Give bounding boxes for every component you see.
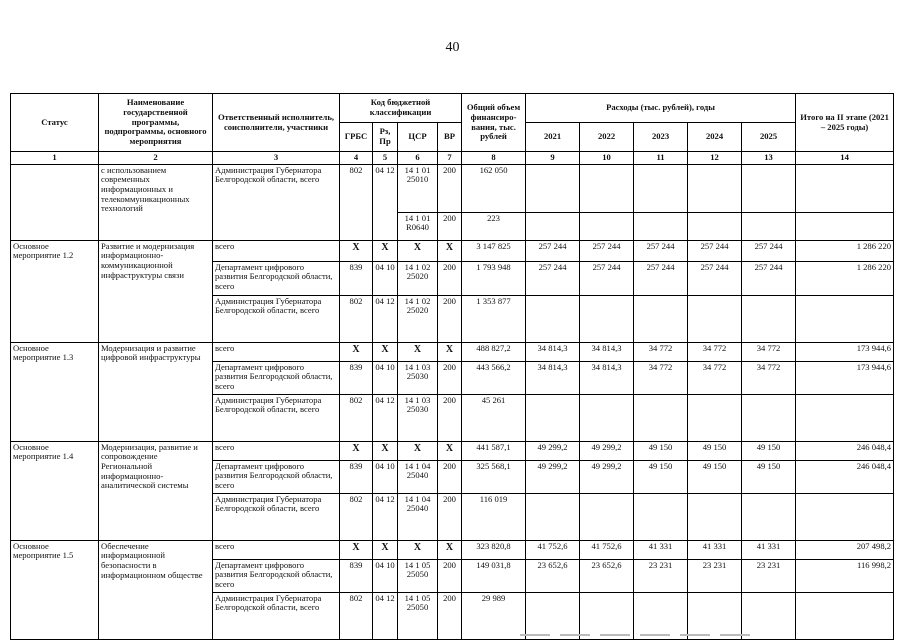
table-row	[11, 441, 894, 460]
header-year: 2024	[688, 123, 742, 152]
year-value-cell: 23 231	[742, 559, 796, 592]
year-value-cell: 41 331	[634, 540, 688, 559]
executor-cell: Департамент цифрового развития Белгородской области, всего	[213, 261, 340, 295]
vr-cell: 200	[438, 261, 462, 295]
year-value-cell	[742, 164, 796, 212]
grbs-cell: 802	[340, 295, 373, 342]
name-cell: Модернизация, развитие и сопровождение Региональной информационно-аналитической системы	[99, 441, 213, 540]
rzpr-cell: 04 10	[373, 361, 398, 394]
csr-cell: 14 1 03 25030	[398, 394, 438, 441]
grbs-cell: Х	[340, 240, 373, 261]
year-value-cell	[688, 493, 742, 540]
executor-cell: всего	[213, 540, 340, 559]
page-number: 40	[445, 40, 460, 55]
grbs-cell: Х	[340, 342, 373, 361]
year-value-cell	[580, 493, 634, 540]
year-value-cell: 257 244	[688, 261, 742, 295]
total-cell: 325 568,1	[462, 460, 526, 493]
col-index: 8	[462, 152, 526, 165]
total-cell: 45 261	[462, 394, 526, 441]
year-value-cell	[634, 592, 688, 639]
csr-cell: 14 1 01 R0640	[398, 212, 438, 240]
year-value-cell	[688, 212, 742, 240]
header-rzpr: Рз, Пр	[373, 123, 398, 152]
year-value-cell: 49 150	[634, 441, 688, 460]
year-value-cell	[742, 592, 796, 639]
status-cell: Основное мероприятие 1.5	[11, 540, 99, 639]
name-cell: Обеспечение информационной безопасности в информационном обществе	[99, 540, 213, 639]
vr-cell: Х	[438, 441, 462, 460]
rzpr-cell: 04 12	[373, 394, 398, 441]
executor-cell: всего	[213, 240, 340, 261]
col-index: 7	[438, 152, 462, 165]
header-year: 2021	[526, 123, 580, 152]
rzpr-cell: Х	[373, 441, 398, 460]
col-index: 11	[634, 152, 688, 165]
executor-cell: всего	[213, 342, 340, 361]
year-value-cell: 23 231	[688, 559, 742, 592]
year-value-cell	[742, 295, 796, 342]
year-value-cell: 257 244	[580, 261, 634, 295]
year-value-cell: 34 814,3	[526, 342, 580, 361]
rzpr-cell: 04 10	[373, 559, 398, 592]
stage-total-cell: 246 048,4	[796, 460, 894, 493]
vr-cell: 200	[438, 164, 462, 212]
vr-cell: 200	[438, 592, 462, 639]
col-index: 14	[796, 152, 894, 165]
csr-cell: 14 1 03 25030	[398, 361, 438, 394]
year-value-cell	[634, 212, 688, 240]
executor-cell: Администрация Губернатора Белгородской области, всего	[213, 493, 340, 540]
total-cell: 162 050	[462, 164, 526, 212]
total-cell: 488 827,2	[462, 342, 526, 361]
year-value-cell: 34 772	[742, 361, 796, 394]
stage-total-cell: 1 286 220	[796, 261, 894, 295]
executor-cell: всего	[213, 441, 340, 460]
header-total: Общий объем финансиро-вания, тыс. рублей	[462, 94, 526, 152]
year-value-cell	[526, 212, 580, 240]
rzpr-cell: Х	[373, 342, 398, 361]
col-index: 6	[398, 152, 438, 165]
table-row	[11, 540, 894, 559]
total-cell: 323 820,8	[462, 540, 526, 559]
status-cell	[11, 164, 99, 240]
year-value-cell: 49 150	[742, 460, 796, 493]
csr-cell: Х	[398, 540, 438, 559]
table-row	[11, 164, 894, 212]
year-value-cell	[742, 394, 796, 441]
grbs-cell: 839	[340, 460, 373, 493]
year-value-cell	[526, 592, 580, 639]
vr-cell: Х	[438, 342, 462, 361]
csr-cell: 14 1 04 25040	[398, 493, 438, 540]
column-index-row	[11, 152, 894, 165]
col-index: 9	[526, 152, 580, 165]
year-value-cell: 49 150	[742, 441, 796, 460]
csr-cell: Х	[398, 240, 438, 261]
name-cell: Модернизация и развитие цифровой инфраструктуры	[99, 342, 213, 441]
year-value-cell	[688, 164, 742, 212]
year-value-cell: 257 244	[688, 240, 742, 261]
header-name: Наименование государственной программы, подпрограммы, основного мероприятия	[99, 94, 213, 152]
header-year: 2022	[580, 123, 634, 152]
vr-cell: 200	[438, 394, 462, 441]
year-value-cell: 257 244	[634, 240, 688, 261]
col-index: 10	[580, 152, 634, 165]
col-index: 13	[742, 152, 796, 165]
col-index: 1	[11, 152, 99, 165]
rzpr-cell: 04 12	[373, 592, 398, 639]
rzpr-cell: Х	[373, 240, 398, 261]
year-value-cell: 257 244	[526, 261, 580, 295]
year-value-cell	[580, 164, 634, 212]
grbs-cell: 839	[340, 261, 373, 295]
rzpr-cell: 04 10	[373, 460, 398, 493]
stage-total-cell	[796, 394, 894, 441]
stage-total-cell: 116 998,2	[796, 559, 894, 592]
vr-cell: Х	[438, 540, 462, 559]
header-csr: ЦСР	[398, 123, 438, 152]
year-value-cell: 257 244	[580, 240, 634, 261]
stage-total-cell: 173 944,6	[796, 361, 894, 394]
vr-cell: 200	[438, 460, 462, 493]
col-index: 12	[688, 152, 742, 165]
stage-total-cell	[796, 295, 894, 342]
header-budget-code: Код бюджетной классификации	[340, 94, 462, 123]
rzpr-cell: 04 10	[373, 261, 398, 295]
header-stage-total: Итого на II этапе (2021 – 2025 годы)	[796, 94, 894, 152]
total-cell: 441 587,1	[462, 441, 526, 460]
year-value-cell: 34 772	[688, 361, 742, 394]
grbs-cell: Х	[340, 441, 373, 460]
grbs-cell: 839	[340, 361, 373, 394]
executor-cell: Администрация Губернатора Белгородской области, всего	[213, 164, 340, 240]
year-value-cell	[634, 394, 688, 441]
col-index: 2	[99, 152, 213, 165]
year-value-cell	[688, 394, 742, 441]
col-index: 3	[213, 152, 340, 165]
vr-cell: Х	[438, 240, 462, 261]
grbs-cell: 802	[340, 592, 373, 639]
col-index: 4	[340, 152, 373, 165]
year-value-cell	[742, 493, 796, 540]
total-cell: 29 989	[462, 592, 526, 639]
year-value-cell: 41 752,6	[580, 540, 634, 559]
year-value-cell	[526, 493, 580, 540]
header-expenses: Расходы (тыс. рублей), годы	[526, 94, 796, 123]
rzpr-cell: 04 12	[373, 164, 398, 240]
year-value-cell: 23 652,6	[580, 559, 634, 592]
year-value-cell	[526, 394, 580, 441]
csr-cell: 14 1 04 25040	[398, 460, 438, 493]
year-value-cell	[526, 295, 580, 342]
year-value-cell: 49 150	[688, 441, 742, 460]
table-row	[11, 240, 894, 261]
stage-total-cell: 1 286 220	[796, 240, 894, 261]
header-grbs: ГРБС	[340, 123, 373, 152]
executor-cell: Администрация Губернатора Белгородской области, всего	[213, 295, 340, 342]
scan-artifact-line	[520, 634, 760, 636]
year-value-cell	[688, 295, 742, 342]
year-value-cell	[688, 592, 742, 639]
budget-table	[10, 93, 894, 640]
year-value-cell: 34 772	[688, 342, 742, 361]
total-cell: 149 031,8	[462, 559, 526, 592]
vr-cell: 200	[438, 361, 462, 394]
grbs-cell: 802	[340, 493, 373, 540]
header-year: 2025	[742, 123, 796, 152]
year-value-cell	[580, 295, 634, 342]
year-value-cell	[580, 592, 634, 639]
grbs-cell: 802	[340, 164, 373, 240]
year-value-cell	[580, 212, 634, 240]
stage-total-cell	[796, 164, 894, 212]
vr-cell: 200	[438, 295, 462, 342]
rzpr-cell: 04 12	[373, 493, 398, 540]
stage-total-cell	[796, 212, 894, 240]
year-value-cell: 257 244	[634, 261, 688, 295]
grbs-cell: 839	[340, 559, 373, 592]
csr-cell: 14 1 02 25020	[398, 295, 438, 342]
table-row	[11, 342, 894, 361]
stage-total-cell: 207 498,2	[796, 540, 894, 559]
year-value-cell: 34 772	[634, 342, 688, 361]
year-value-cell	[634, 164, 688, 212]
rzpr-cell: Х	[373, 540, 398, 559]
year-value-cell: 41 331	[688, 540, 742, 559]
csr-cell: 14 1 05 25050	[398, 592, 438, 639]
rzpr-cell: 04 12	[373, 295, 398, 342]
year-value-cell: 34 814,3	[580, 361, 634, 394]
year-value-cell	[634, 295, 688, 342]
total-cell: 116 019	[462, 493, 526, 540]
year-value-cell: 34 772	[634, 361, 688, 394]
year-value-cell: 49 299,2	[580, 460, 634, 493]
total-cell: 3 147 825	[462, 240, 526, 261]
year-value-cell: 257 244	[742, 240, 796, 261]
col-index: 5	[373, 152, 398, 165]
csr-cell: 14 1 01 25010	[398, 164, 438, 212]
year-value-cell: 49 299,2	[580, 441, 634, 460]
year-value-cell: 34 814,3	[526, 361, 580, 394]
year-value-cell: 41 752,6	[526, 540, 580, 559]
name-cell: Развитие и модернизация информационно-коммуникационной инфраструктуры связи	[99, 240, 213, 342]
executor-cell: Департамент цифрового развития Белгородской области, всего	[213, 460, 340, 493]
year-value-cell: 49 150	[688, 460, 742, 493]
total-cell: 223	[462, 212, 526, 240]
executor-cell: Департамент цифрового развития Белгородской области, всего	[213, 361, 340, 394]
year-value-cell: 34 814,3	[580, 342, 634, 361]
stage-total-cell	[796, 493, 894, 540]
year-value-cell	[634, 493, 688, 540]
status-cell: Основное мероприятие 1.4	[11, 441, 99, 540]
grbs-cell: Х	[340, 540, 373, 559]
csr-cell: 14 1 02 25020	[398, 261, 438, 295]
year-value-cell	[526, 164, 580, 212]
vr-cell: 200	[438, 559, 462, 592]
year-value-cell: 23 231	[634, 559, 688, 592]
year-value-cell: 41 331	[742, 540, 796, 559]
executor-cell: Департамент цифрового развития Белгородской области, всего	[213, 559, 340, 592]
csr-cell: 14 1 05 25050	[398, 559, 438, 592]
year-value-cell	[580, 394, 634, 441]
stage-total-cell: 246 048,4	[796, 441, 894, 460]
stage-total-cell: 173 944,6	[796, 342, 894, 361]
status-cell: Основное мероприятие 1.2	[11, 240, 99, 342]
csr-cell: Х	[398, 342, 438, 361]
name-cell: с использованием современных информационных и телекоммуникационных технологий	[99, 164, 213, 240]
vr-cell: 200	[438, 212, 462, 240]
year-value-cell: 49 150	[634, 460, 688, 493]
header-status: Статус	[11, 94, 99, 152]
status-cell: Основное мероприятие 1.3	[11, 342, 99, 441]
year-value-cell: 257 244	[526, 240, 580, 261]
total-cell: 443 566,2	[462, 361, 526, 394]
year-value-cell	[742, 212, 796, 240]
header-executor: Ответственный исполнитель, соисполнители, участники	[213, 94, 340, 152]
executor-cell: Администрация Губернатора Белгородской области, всего	[213, 394, 340, 441]
total-cell: 1 793 948	[462, 261, 526, 295]
header-year: 2023	[634, 123, 688, 152]
year-value-cell: 23 652,6	[526, 559, 580, 592]
grbs-cell: 802	[340, 394, 373, 441]
year-value-cell: 257 244	[742, 261, 796, 295]
year-value-cell: 49 299,2	[526, 441, 580, 460]
executor-cell: Администрация Губернатора Белгородской области, всего	[213, 592, 340, 639]
year-value-cell: 34 772	[742, 342, 796, 361]
year-value-cell: 49 299,2	[526, 460, 580, 493]
header-vr: ВР	[438, 123, 462, 152]
csr-cell: Х	[398, 441, 438, 460]
stage-total-cell	[796, 592, 894, 639]
total-cell: 1 353 877	[462, 295, 526, 342]
vr-cell: 200	[438, 493, 462, 540]
